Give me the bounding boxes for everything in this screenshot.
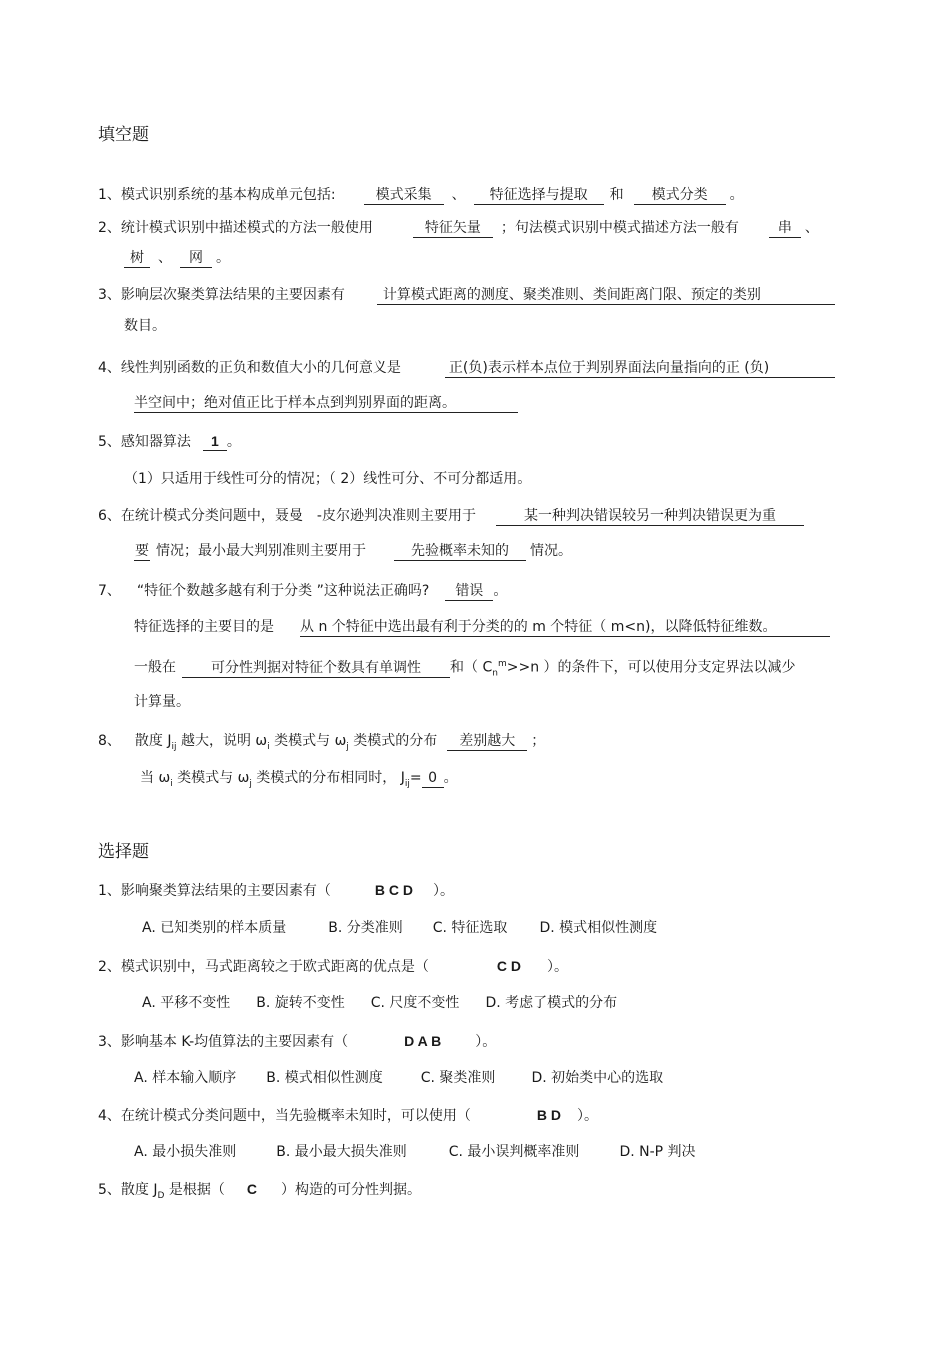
option-a: A. 平移不变性 (142, 995, 231, 1011)
question-text: 6、在统计模式分类问题中，聂曼 (98, 508, 303, 524)
question-text: 情况。 (530, 543, 572, 559)
answer: B D (536, 1107, 562, 1123)
punctuation: 。 (226, 434, 241, 450)
question-text: 当 ω (140, 770, 171, 786)
answer-blank: 串 (769, 220, 801, 238)
option-c: C. 尺度不变性 (370, 995, 460, 1011)
fill-question-8 (98, 731, 545, 757)
punctuation: ）。 (577, 1108, 599, 1124)
fill-question-7-line4: 计算量。 (134, 694, 190, 710)
question-text: 3、影响层次聚类算法结果的主要因素有 (98, 287, 345, 303)
answer-blank: 计算模式距离的测度、聚类准则、类间距离门限、预定的类别 (377, 287, 835, 305)
fill-question-3-cont (124, 316, 166, 336)
answer-blank: 可分性判据对特征个数具有单调性 (182, 660, 450, 678)
answer-blank: 错误 (445, 583, 493, 601)
section-title-fill: 填空题 (98, 125, 149, 145)
subscript: i (170, 778, 173, 789)
question-text: 1、模式识别系统的基本构成单元包括: (98, 187, 336, 203)
subscript: D (157, 1190, 165, 1201)
punctuation: ）。 (433, 883, 455, 899)
question-text: 1、影响聚类算法结果的主要因素有（ (98, 883, 331, 899)
subscript: ij (171, 741, 177, 752)
punctuation: 。 (216, 250, 230, 266)
choice-question-2 (98, 956, 568, 977)
option-a: A. 样本输入顺序 (134, 1070, 237, 1086)
option-d: D. 模式相似性测度 (539, 920, 658, 936)
option-b: B. 模式相似性测度 (266, 1070, 383, 1086)
fill-question-5-options: （1）只适用于线性可分的情况；（ 2）线性可分、不可分都适用。 (124, 471, 532, 487)
separator: 、 (804, 220, 819, 236)
fill-question-8-line2 (140, 768, 458, 794)
question-text: 越大，说明 ω (176, 733, 268, 749)
question-text: 特征选择的主要目的是 (134, 619, 274, 635)
option-b: B. 旋转不变性 (256, 995, 345, 1011)
fill-question-7 (98, 581, 507, 601)
question-text: 散度 J (134, 733, 172, 749)
punctuation: ）。 (547, 959, 569, 975)
fill-question-4-cont (134, 393, 518, 413)
question-text: 类模式的分布相同时， J (251, 770, 405, 786)
fill-question-3 (98, 285, 835, 305)
option-b: B. 分类准则 (328, 920, 403, 936)
punctuation: 。 (443, 770, 458, 786)
option-b: B. 最小最大损失准则 (276, 1144, 407, 1160)
question-number: 8、 (98, 733, 121, 749)
fill-question-7-line2 (134, 617, 830, 637)
question-text: >>n ）的条件下，可以使用分支定界法以减少 (506, 659, 796, 676)
question-text: ）构造的可分性判据。 (281, 1182, 422, 1198)
answer-blank: 先验概率未知的 (394, 543, 526, 561)
answer-continuation: 要 (135, 543, 149, 559)
superscript: m (497, 659, 507, 669)
question-text: 类模式的分布 (348, 733, 438, 749)
subscript: ij (404, 778, 410, 789)
answer-blank: 差别越大 (447, 733, 527, 751)
answer-blank: 从 n 个特征中选出最有利于分类的的 m 个特征（ m<n)，以降低特征维数。 (300, 619, 830, 637)
question-text: 5、散度 J (98, 1182, 158, 1198)
punctuation: 。 (493, 583, 508, 599)
answer-continuation: 半空间中；绝对值正比于样本点到判别界面的距离。 (134, 395, 518, 413)
question-text: 3、影响基本 K-均值算法的主要因素有（ (98, 1034, 349, 1050)
question-text: -皮尔逊判决准则主要用于 (316, 508, 476, 524)
fill-question-6-cont (134, 541, 572, 561)
choice-question-1-options (142, 918, 657, 938)
question-text: 4、在统计模式分类问题中，当先验概率未知时，可以使用（ (98, 1108, 471, 1124)
punctuation: ； (531, 733, 546, 749)
separator: 、 (158, 250, 172, 266)
option-d: D. 考虑了模式的分布 (485, 995, 618, 1011)
question-text: 情况；最小最大判别准则主要用于 (156, 543, 366, 559)
answer-blank: 网 (180, 250, 212, 268)
fill-question-1 (98, 185, 744, 205)
answer-blank: 特征矢量 (413, 220, 493, 238)
answer-blank: 1 (203, 433, 227, 451)
question-text: 是根据（ (164, 1182, 225, 1198)
option-d: D. 初始类中心的选取 (531, 1070, 664, 1086)
question-number: 7、 (98, 583, 121, 599)
question-text: 5、感知器算法 (98, 434, 191, 450)
question-text: 类模式与 ω (269, 733, 347, 749)
section-title-choice: 选择题 (98, 842, 149, 862)
question-text: 一般在 (134, 659, 176, 676)
question-text: 4、线性判别函数的正负和数值大小的几何意义是 (98, 360, 401, 376)
answer-blank: 特征选择与提取 (474, 187, 604, 205)
answer-blank: 模式分类 (634, 187, 726, 205)
punctuation: ）。 (475, 1034, 497, 1050)
fill-question-2 (98, 218, 819, 238)
option-d: D. N-P 判决 (619, 1144, 696, 1160)
choice-question-5 (98, 1179, 421, 1206)
question-text: 2、统计模式识别中描述模式的方法一般使用 (98, 220, 373, 236)
question-text: ；句法模式识别中模式描述方法一般有 (500, 220, 739, 236)
answer-blank: 某一种判决错误较另一种判决错误更为重 (496, 508, 804, 526)
answer-blank: 树 (124, 250, 150, 268)
choice-question-3-options (134, 1068, 663, 1088)
fill-question-5 (98, 432, 241, 452)
punctuation: 。 (729, 187, 744, 203)
choice-question-3 (98, 1031, 496, 1052)
answer: B C D (374, 882, 414, 898)
fill-question-7-line3 (134, 654, 796, 683)
option-c: C. 最小误判概率准则 (448, 1144, 580, 1160)
option-c: C. 聚类准则 (420, 1070, 496, 1086)
fill-question-6 (98, 506, 804, 526)
subscript: i (267, 741, 270, 752)
answer: D A B (404, 1033, 442, 1049)
separator: 、 (451, 187, 466, 203)
fill-question-4 (98, 358, 835, 378)
conjunction: 和 (609, 187, 624, 203)
subscript: j (346, 741, 349, 752)
answer-blank: 模式采集 (364, 187, 444, 205)
answer-blank: 0 (422, 770, 444, 788)
choice-question-2-options (142, 993, 617, 1013)
question-text: 2、模式识别中，马式距离较之于欧式距离的优点是（ (98, 959, 429, 975)
answer-continuation: 数目。 (124, 318, 166, 334)
subscript: n (492, 668, 498, 679)
question-text: 类模式与 ω (172, 770, 250, 786)
choice-question-4-options (134, 1142, 696, 1162)
choice-question-1 (98, 880, 454, 901)
option-a: A. 最小损失准则 (134, 1144, 237, 1160)
subscript: j (249, 778, 252, 789)
answer: C D (496, 958, 522, 974)
answer: C (246, 1181, 258, 1197)
question-text: 和（ C (450, 659, 493, 676)
question-text: “特征个数越多越有利于分类 ”这种说法正确吗? (136, 583, 430, 599)
option-a: A. 已知类别的样本质量 (142, 920, 287, 936)
question-text: = (409, 770, 422, 786)
fill-question-2-cont (124, 248, 230, 268)
option-c: C. 特征选取 (432, 920, 508, 936)
answer-blank: 正(负)表示样本点位于判别界面法向量指向的正 (负) (445, 360, 835, 378)
choice-question-4 (98, 1105, 598, 1126)
